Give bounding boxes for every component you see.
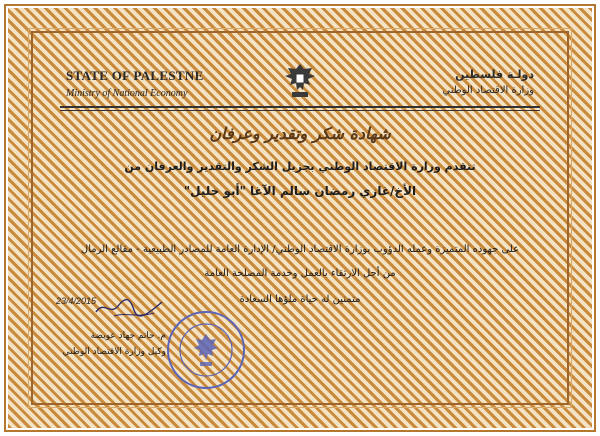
certificate-intro: تتقدم وزارة الاقتصاد الوطني بجزيل الشكر والتقدير والعرفان من xyxy=(124,160,476,173)
signature-date: 23/4/2015 xyxy=(56,296,97,306)
recipient-name: الأخ/غازي رمضان سالم الآغا "أبو خليل" xyxy=(183,184,417,198)
certificate-wish: متمنين له حياة ملؤها السعادة xyxy=(239,294,361,305)
header-divider xyxy=(60,106,540,111)
signatory-block xyxy=(56,328,166,360)
header-arabic xyxy=(442,68,534,96)
certificate-reason: على جهوده المتميزة وعمله الدؤوب بوزارة الاقتصاد الوطني/ الإدارة العامة للمصادر الطبيعية - مقالع الرمال xyxy=(80,244,520,255)
eagle-emblem-icon xyxy=(282,60,318,100)
state-name-english: STATE OF PALESTNE xyxy=(66,68,204,83)
ministry-stamp-seal xyxy=(164,308,248,392)
ministry-name-arabic: وزارة الاقتصاد الوطني xyxy=(442,85,534,96)
handwritten-signature xyxy=(94,294,164,320)
header-english xyxy=(66,68,204,99)
certificate-purpose: من أجل الارتقاء بالعمل وخدمة المصلحة العامة xyxy=(204,268,396,279)
state-name-arabic: دولـة فلسطين xyxy=(455,68,534,81)
certificate-body xyxy=(42,42,558,394)
signatory-name: م. حاتم جهاد عويضة xyxy=(90,331,166,341)
signatory-position: وكيل وزارة الاقتصاد الوطني xyxy=(62,347,166,357)
certificate-title: شهادة شكر وتقدير وعرفان xyxy=(209,124,391,143)
ministry-name-english: Ministry of National Economy xyxy=(66,88,188,99)
